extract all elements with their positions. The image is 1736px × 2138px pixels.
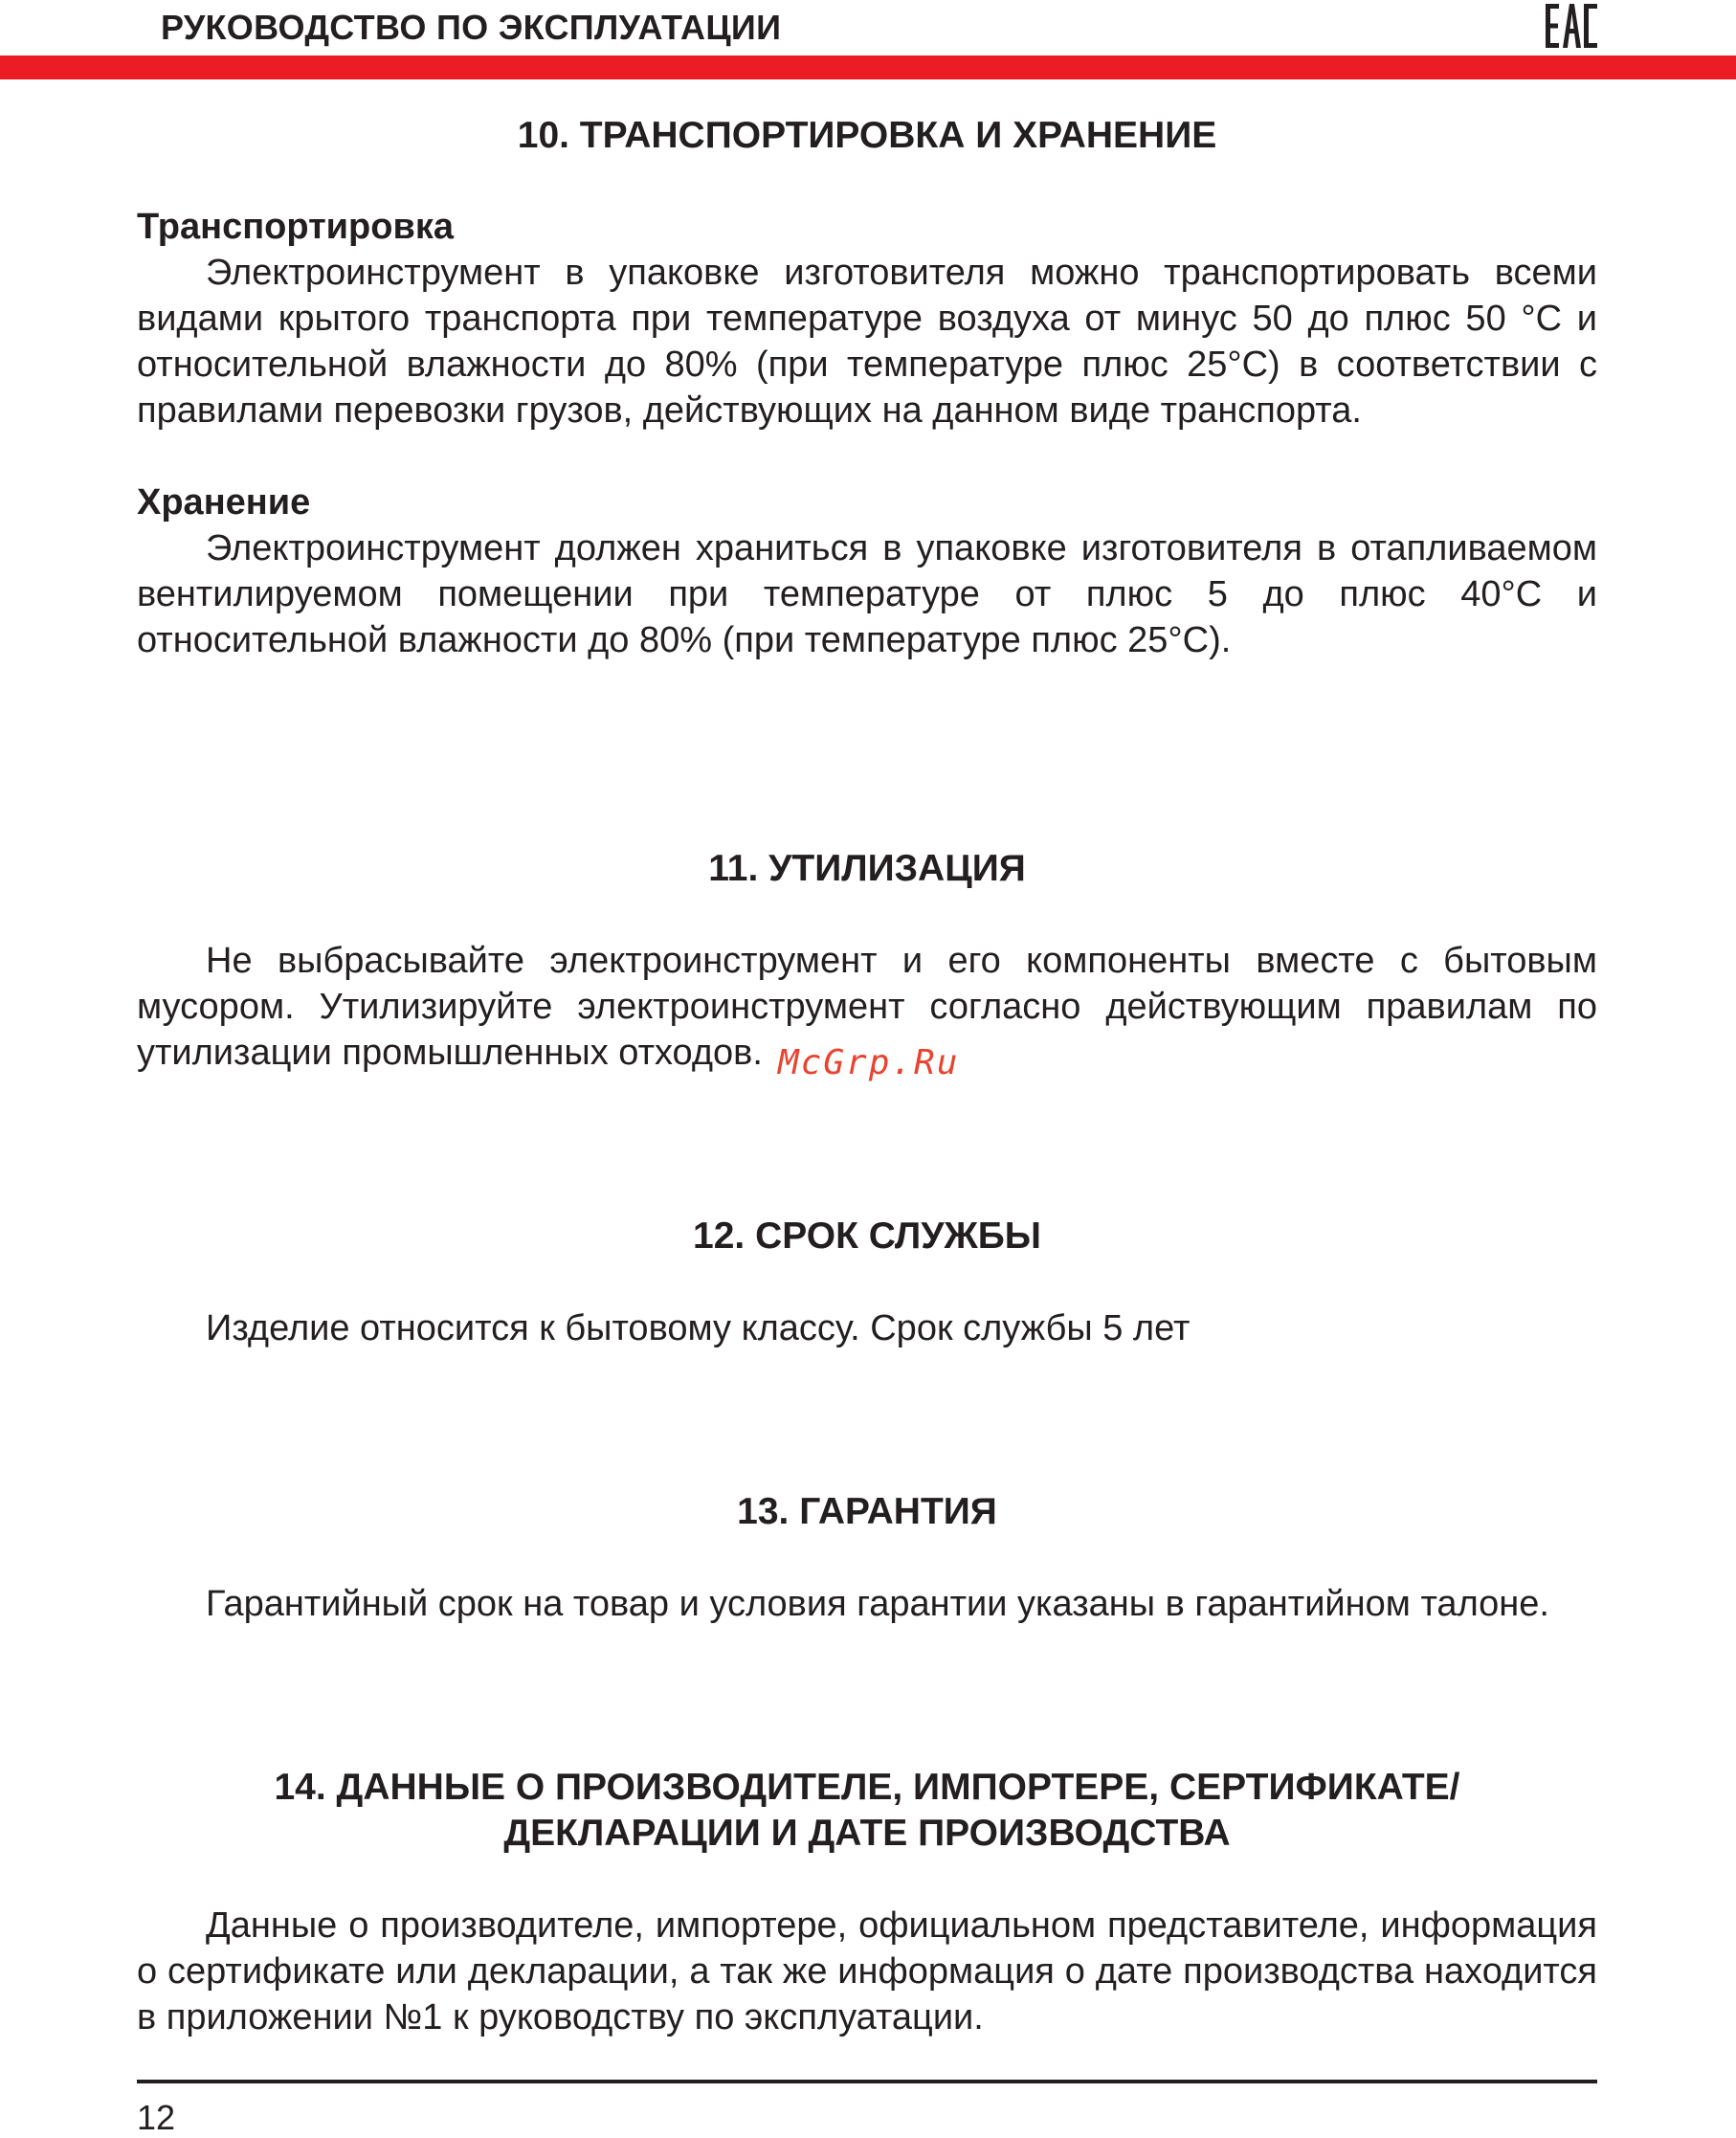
transport-heading: Транспортировка — [137, 207, 454, 247]
section-13-title: 13. ГАРАНТИЯ — [737, 1491, 997, 1532]
storage-heading: Хранение — [137, 482, 311, 523]
service-life-paragraph: Изделие относится к бытовому классу. Срок службы 5 лет — [206, 1308, 1191, 1348]
page-number: 12 — [137, 2098, 176, 2137]
storage-paragraph: Электроинструмент должен храниться в упаковке изготовителя в отапливаемом вентилируемом помещении при температуре от плюс 5 до плюс 40°С и относительной влажности до 80% (при температуре плюс 25°С). — [137, 528, 1597, 660]
header-red-stripe — [0, 56, 1736, 79]
section-10-title: 10. ТРАНСПОРТИРОВКА И ХРАНЕНИЕ — [517, 115, 1217, 156]
footer-rule — [137, 2080, 1597, 2083]
section-12-title: 12. СРОК СЛУЖБЫ — [693, 1215, 1041, 1257]
disposal-paragraph: Не выбрасывайте электроинструмент и его компоненты вместе с бытовым мусором. Утилизируйте электроинструмент согласно действующим правилам по утилизации промышленных отходов. — [137, 941, 1597, 1073]
watermark: McGrp.Ru — [778, 1043, 960, 1082]
manufacturer-data-paragraph: Данные о производителе, импортере, официальном представителе, информация о сертификате или декларации, а так же информация о дате производства находится в приложении №1 к руководству по эксплуатации. — [137, 1905, 1597, 2038]
section-14-title-line1: 14. ДАННЫЕ О ПРОИЗВОДИТЕЛЕ, ИМПОРТЕРЕ, СЕРТИФИКАТЕ/ — [274, 1767, 1460, 1808]
transport-paragraph: Электроинструмент в упаковке изготовителя можно транспортировать всеми видами крытого транспорта при температуре воздуха от минус 50 до плюс 50 °С и относительной влажности до 80% (при температуре плюс 25°С) в соответствии с правилами перевозки грузов, действующих на данном виде транспорта. — [137, 253, 1597, 431]
header-title: РУКОВОДСТВО ПО ЭКСПЛУАТАЦИИ — [161, 8, 782, 47]
section-14-title-line2: ДЕКЛАРАЦИИ И ДАТЕ ПРОИЗВОДСТВА — [503, 1813, 1231, 1854]
section-11-title: 11. УТИЛИЗАЦИЯ — [708, 848, 1026, 889]
eac-logo-icon — [1545, 2, 1598, 50]
warranty-paragraph: Гарантийный срок на товар и условия гарантии указаны в гарантийном талоне. — [206, 1584, 1549, 1624]
